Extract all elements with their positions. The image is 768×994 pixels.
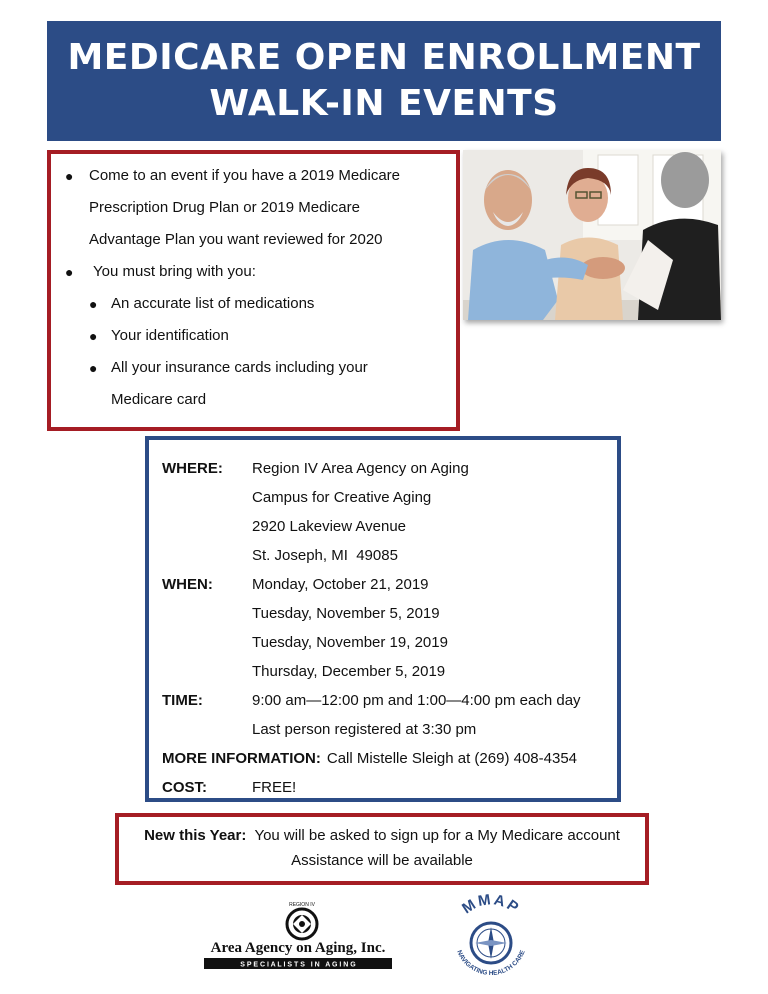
where-value: Region IV Area Agency on Aging — [252, 460, 469, 477]
where-value: St. Joseph, MI 49085 — [252, 547, 398, 564]
when-row — [162, 657, 617, 686]
where-row — [162, 454, 617, 483]
bullet-continuation: Medicare card — [111, 391, 207, 408]
when-row — [162, 628, 617, 657]
sub-bullet-medications: ● An accurate list of medications — [63, 288, 442, 320]
aaa-emblem-icon — [198, 900, 398, 974]
aaa-name-text: Area Agency on Aging, Inc. — [210, 940, 386, 956]
where-row — [162, 512, 617, 541]
event-details-box — [145, 436, 621, 802]
when-value: Tuesday, November 5, 2019 — [252, 605, 440, 622]
area-agency-logo — [198, 900, 398, 974]
when-label: WHEN: — [162, 576, 213, 593]
mmap-tagline-text: NAVIGATING HEALTH CARE — [455, 949, 527, 978]
time-row — [162, 686, 617, 715]
title-line-1: MEDICARE OPEN ENROLLMENT — [67, 37, 701, 78]
info-label: MORE INFORMATION: — [162, 750, 321, 767]
mmap-name-text: MMAP — [459, 893, 524, 918]
time-row — [162, 715, 617, 744]
handshake-photo — [463, 150, 721, 320]
handshake-illustration — [463, 150, 721, 320]
sub-bullet-insurance-cards: ● All your insurance cards including your — [63, 352, 442, 384]
cost-label: COST: — [162, 779, 207, 796]
aaa-region-text: REGION IV — [289, 902, 315, 908]
cost-row — [162, 773, 617, 802]
aaa-tagline-text: S P E C I A L I S T S I N A G I N G — [240, 961, 356, 969]
requirements-box — [47, 150, 460, 431]
info-value: Call Mistelle Sleigh at (269) 408-4354 — [326, 750, 578, 767]
bullet-must-bring: ● You must bring with you: — [63, 256, 442, 288]
bullet-continuation: Advantage Plan you want reviewed for 2020 — [89, 231, 383, 248]
where-value: Campus for Creative Aging — [252, 489, 432, 506]
when-value: Thursday, December 5, 2019 — [252, 663, 446, 680]
new-this-year-box — [115, 813, 649, 885]
bullet-icon: ● — [89, 328, 98, 344]
bullet-icon: ● — [89, 296, 98, 312]
bullet-icon: ● — [65, 168, 74, 184]
where-label: WHERE: — [162, 460, 223, 477]
where-row — [162, 483, 617, 512]
assistance-line: Assistance will be available — [291, 852, 473, 869]
title-line-2: WALK-IN EVENTS — [209, 83, 559, 124]
page-title-banner — [47, 21, 721, 141]
new-this-year-label: New this Year: — [144, 827, 247, 844]
time-value: 9:00 am—12:00 pm and 1:00—4:00 pm each day — [252, 692, 581, 709]
time-value: Last person registered at 3:30 pm — [252, 721, 477, 738]
cost-value: FREE! — [252, 779, 297, 796]
time-label: TIME: — [162, 692, 203, 709]
where-row — [162, 541, 617, 570]
sub-bullet-identification: ● Your identification — [63, 320, 442, 352]
bullet-continuation: Prescription Drug Plan or 2019 Medicare — [89, 199, 360, 216]
when-value: Tuesday, November 19, 2019 — [252, 634, 448, 651]
when-row — [162, 599, 617, 628]
mmap-compass-icon — [445, 893, 537, 985]
bullet-icon: ● — [65, 264, 74, 280]
new-this-year-text: You will be asked to sign up for a My Medicare account — [254, 827, 620, 844]
when-value: Monday, October 21, 2019 — [252, 576, 429, 593]
where-value: 2920 Lakeview Avenue — [252, 518, 407, 535]
bullet-icon: ● — [89, 360, 98, 376]
bullet-event-eligibility: ● Come to an event if you have a 2019 Medicare — [63, 160, 442, 192]
info-row — [162, 744, 617, 773]
new-this-year-line — [119, 823, 645, 848]
when-row — [162, 570, 617, 599]
mmap-logo — [445, 893, 537, 985]
